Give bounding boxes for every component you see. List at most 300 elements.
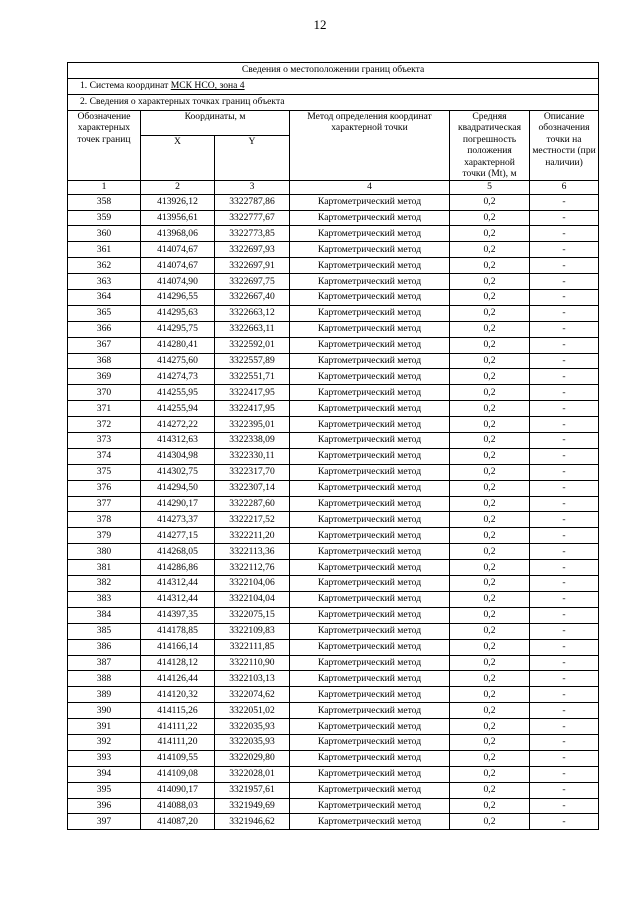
point-number: 383: [68, 591, 141, 607]
coordinate-x: 414115,26: [141, 703, 215, 719]
mean-error-cell: 0,2: [450, 687, 530, 703]
mean-error-cell: 0,2: [450, 337, 530, 353]
point-number: 358: [68, 194, 141, 210]
mean-error-cell: 0,2: [450, 274, 530, 290]
description-cell: -: [530, 242, 599, 258]
mean-error-cell: 0,2: [450, 385, 530, 401]
table-row: [68, 607, 599, 623]
coordinate-y: 3322051,02: [215, 703, 290, 719]
description-cell: -: [530, 639, 599, 655]
mean-error-cell: 0,2: [450, 655, 530, 671]
mean-error-cell: 0,2: [450, 496, 530, 512]
point-number: 395: [68, 782, 141, 798]
mean-error-cell: 0,2: [450, 210, 530, 226]
description-cell: -: [530, 274, 599, 290]
description-cell: -: [530, 623, 599, 639]
point-number: 361: [68, 242, 141, 258]
point-number: 370: [68, 385, 141, 401]
coordinate-x: 414295,63: [141, 305, 215, 321]
mean-error-cell: 0,2: [450, 639, 530, 655]
coordinate-y: 3322697,93: [215, 242, 290, 258]
coordinate-x: 414109,08: [141, 766, 215, 782]
coordinate-y: 3322777,67: [215, 210, 290, 226]
coordinate-x: 414275,60: [141, 353, 215, 369]
header-method: Метод определения координат характерной точки: [290, 110, 450, 180]
coordinate-y: 3322697,91: [215, 258, 290, 274]
coordinate-x: 414126,44: [141, 671, 215, 687]
description-cell: -: [530, 687, 599, 703]
coordinate-y: 3322307,14: [215, 480, 290, 496]
method-cell: Картометрический метод: [290, 448, 450, 464]
description-cell: -: [530, 496, 599, 512]
method-cell: Картометрический метод: [290, 750, 450, 766]
coordinate-x: 414255,94: [141, 401, 215, 417]
description-cell: -: [530, 480, 599, 496]
coordinate-y: 3322217,52: [215, 512, 290, 528]
description-cell: -: [530, 258, 599, 274]
table-row: [68, 258, 599, 274]
coordinate-x: 414280,41: [141, 337, 215, 353]
point-number: 362: [68, 258, 141, 274]
coordinate-x: 414178,85: [141, 623, 215, 639]
table-row: [68, 369, 599, 385]
mean-error-cell: 0,2: [450, 353, 530, 369]
description-cell: -: [530, 337, 599, 353]
point-number: 393: [68, 750, 141, 766]
description-cell: -: [530, 353, 599, 369]
point-number: 364: [68, 290, 141, 306]
table-row: [68, 210, 599, 226]
point-number: 388: [68, 671, 141, 687]
description-cell: -: [530, 385, 599, 401]
point-number: 385: [68, 623, 141, 639]
column-number: 6: [530, 180, 599, 194]
method-cell: Картометрический метод: [290, 734, 450, 750]
table-row: [68, 655, 599, 671]
point-number: 378: [68, 512, 141, 528]
method-cell: Картометрический метод: [290, 305, 450, 321]
method-cell: Картометрический метод: [290, 719, 450, 735]
coordinate-y: 3322035,93: [215, 719, 290, 735]
points-section-title: 2. Сведения о характерных точках границ объекта: [68, 94, 599, 110]
table-row: [68, 719, 599, 735]
mean-error-cell: 0,2: [450, 305, 530, 321]
point-number: 375: [68, 464, 141, 480]
description-cell: -: [530, 305, 599, 321]
coordinate-y: 3322551,71: [215, 369, 290, 385]
coordinate-x: 414090,17: [141, 782, 215, 798]
mean-error-cell: 0,2: [450, 607, 530, 623]
coordinate-x: 414074,67: [141, 258, 215, 274]
method-cell: Картометрический метод: [290, 798, 450, 814]
table-title: Сведения о местоположении границ объекта: [68, 63, 599, 79]
coordinate-x: 414272,22: [141, 417, 215, 433]
point-number: 389: [68, 687, 141, 703]
point-number: 391: [68, 719, 141, 735]
coordinate-y: 3322773,85: [215, 226, 290, 242]
table-row: [68, 433, 599, 449]
method-cell: Картометрический метод: [290, 591, 450, 607]
method-cell: Картометрический метод: [290, 433, 450, 449]
method-cell: Картометрический метод: [290, 369, 450, 385]
mean-error-cell: 0,2: [450, 448, 530, 464]
table-row: [68, 194, 599, 210]
coordinate-system-label: 1. Система координат: [80, 80, 169, 92]
table-row: [68, 385, 599, 401]
description-cell: -: [530, 703, 599, 719]
header-description: Описание обозначения точки на местности (при наличии): [530, 110, 599, 180]
mean-error-cell: 0,2: [450, 750, 530, 766]
coordinate-x: 414304,98: [141, 448, 215, 464]
mean-error-cell: 0,2: [450, 734, 530, 750]
table-row: [68, 448, 599, 464]
table-row: [68, 512, 599, 528]
coordinate-y: 3322592,01: [215, 337, 290, 353]
description-cell: -: [530, 528, 599, 544]
description-cell: -: [530, 734, 599, 750]
mean-error-cell: 0,2: [450, 560, 530, 576]
method-cell: Картометрический метод: [290, 814, 450, 830]
table-row: [68, 703, 599, 719]
description-cell: -: [530, 417, 599, 433]
point-number: 377: [68, 496, 141, 512]
coordinate-x: 414312,63: [141, 433, 215, 449]
point-number: 384: [68, 607, 141, 623]
mean-error-cell: 0,2: [450, 703, 530, 719]
mean-error-cell: 0,2: [450, 814, 530, 830]
method-cell: Картометрический метод: [290, 242, 450, 258]
coordinate-x: 414128,12: [141, 655, 215, 671]
mean-error-cell: 0,2: [450, 480, 530, 496]
method-cell: Картометрический метод: [290, 258, 450, 274]
coordinate-y: 3321946,62: [215, 814, 290, 830]
coordinate-y: 3322028,01: [215, 766, 290, 782]
method-cell: Картометрический метод: [290, 655, 450, 671]
point-number: 397: [68, 814, 141, 830]
method-cell: Картометрический метод: [290, 496, 450, 512]
coordinate-x: 414120,32: [141, 687, 215, 703]
mean-error-cell: 0,2: [450, 623, 530, 639]
mean-error-cell: 0,2: [450, 576, 530, 592]
coordinate-x: 414312,44: [141, 591, 215, 607]
point-number: 360: [68, 226, 141, 242]
coordinate-x: 414273,37: [141, 512, 215, 528]
mean-error-cell: 0,2: [450, 544, 530, 560]
method-cell: Картометрический метод: [290, 671, 450, 687]
description-cell: -: [530, 576, 599, 592]
description-cell: -: [530, 798, 599, 814]
point-number: 379: [68, 528, 141, 544]
boundary-points-table: [67, 62, 599, 830]
point-number: 363: [68, 274, 141, 290]
table-row: [68, 274, 599, 290]
table-row: [68, 687, 599, 703]
column-number: 3: [215, 180, 290, 194]
coordinate-y: 3322110,90: [215, 655, 290, 671]
description-cell: -: [530, 290, 599, 306]
point-number: 380: [68, 544, 141, 560]
coordinate-x: 414295,75: [141, 321, 215, 337]
coordinate-y: 3322075,15: [215, 607, 290, 623]
table-row: [68, 671, 599, 687]
table-row: [68, 480, 599, 496]
description-cell: -: [530, 607, 599, 623]
table-row: [68, 576, 599, 592]
coordinate-x: 414268,05: [141, 544, 215, 560]
header-x: X: [141, 135, 215, 180]
coordinate-x: 414312,44: [141, 576, 215, 592]
mean-error-cell: 0,2: [450, 766, 530, 782]
method-cell: Картометрический метод: [290, 194, 450, 210]
coordinate-y: 3321957,61: [215, 782, 290, 798]
column-number: 4: [290, 180, 450, 194]
coordinate-y: 3322112,76: [215, 560, 290, 576]
coordinate-x: 414290,17: [141, 496, 215, 512]
coordinate-x: 414166,14: [141, 639, 215, 655]
description-cell: -: [530, 433, 599, 449]
point-number: 396: [68, 798, 141, 814]
coordinate-y: 3322417,95: [215, 385, 290, 401]
mean-error-cell: 0,2: [450, 369, 530, 385]
table-row: [68, 401, 599, 417]
mean-error-cell: 0,2: [450, 226, 530, 242]
method-cell: Картометрический метод: [290, 544, 450, 560]
description-cell: -: [530, 321, 599, 337]
mean-error-cell: 0,2: [450, 417, 530, 433]
mean-error-cell: 0,2: [450, 290, 530, 306]
method-cell: Картометрический метод: [290, 274, 450, 290]
description-cell: -: [530, 226, 599, 242]
table-row: [68, 798, 599, 814]
coordinate-y: 3322029,80: [215, 750, 290, 766]
table-row: [68, 353, 599, 369]
method-cell: Картометрический метод: [290, 226, 450, 242]
table-row: [68, 242, 599, 258]
point-number: 365: [68, 305, 141, 321]
method-cell: Картометрический метод: [290, 321, 450, 337]
coordinate-y: 3322557,89: [215, 353, 290, 369]
method-cell: Картометрический метод: [290, 703, 450, 719]
coordinate-y: 3322663,12: [215, 305, 290, 321]
table-row: [68, 464, 599, 480]
mean-error-cell: 0,2: [450, 719, 530, 735]
coordinate-x: 414277,15: [141, 528, 215, 544]
coordinate-y: 3322113,36: [215, 544, 290, 560]
mean-error-cell: 0,2: [450, 528, 530, 544]
method-cell: Картометрический метод: [290, 782, 450, 798]
coordinate-y: 3322395,01: [215, 417, 290, 433]
header-coordinates: Координаты, м: [141, 110, 290, 135]
description-cell: -: [530, 814, 599, 830]
coordinate-system-value: МСК НСО, зона 4: [170, 80, 245, 92]
table-row: [68, 528, 599, 544]
coordinate-y: 3322104,06: [215, 576, 290, 592]
point-number: 381: [68, 560, 141, 576]
point-number: 394: [68, 766, 141, 782]
description-cell: -: [530, 766, 599, 782]
mean-error-cell: 0,2: [450, 591, 530, 607]
table-row: [68, 766, 599, 782]
method-cell: Картометрический метод: [290, 623, 450, 639]
table-row: [68, 321, 599, 337]
coordinate-y: 3322667,40: [215, 290, 290, 306]
point-number: 367: [68, 337, 141, 353]
coordinate-x: 414111,20: [141, 734, 215, 750]
coordinate-y: 3322697,75: [215, 274, 290, 290]
method-cell: Картометрический метод: [290, 512, 450, 528]
coordinate-y: 3322103,13: [215, 671, 290, 687]
coordinate-x: 413956,61: [141, 210, 215, 226]
coordinate-x: 413968,06: [141, 226, 215, 242]
point-number: 376: [68, 480, 141, 496]
point-number: 359: [68, 210, 141, 226]
coordinate-y: 3322074,62: [215, 687, 290, 703]
mean-error-cell: 0,2: [450, 671, 530, 687]
method-cell: Картометрический метод: [290, 766, 450, 782]
coordinate-x: 414111,22: [141, 719, 215, 735]
description-cell: -: [530, 655, 599, 671]
coordinate-system-row: [68, 78, 599, 94]
mean-error-cell: 0,2: [450, 433, 530, 449]
method-cell: Картометрический метод: [290, 385, 450, 401]
method-cell: Картометрический метод: [290, 337, 450, 353]
coordinate-y: 3322663,11: [215, 321, 290, 337]
header-mean-error: Средняя квадратическая погрешность положения характерной точки (Mt), м: [450, 110, 530, 180]
coordinate-x: 414274,73: [141, 369, 215, 385]
mean-error-cell: 0,2: [450, 242, 530, 258]
method-cell: Картометрический метод: [290, 639, 450, 655]
coordinate-y: 3322338,09: [215, 433, 290, 449]
table-row: [68, 734, 599, 750]
description-cell: -: [530, 591, 599, 607]
point-number: 373: [68, 433, 141, 449]
point-number: 387: [68, 655, 141, 671]
point-number: 366: [68, 321, 141, 337]
coordinate-x: 414109,55: [141, 750, 215, 766]
coordinate-y: 3322104,04: [215, 591, 290, 607]
coordinate-x: 414286,86: [141, 560, 215, 576]
table-row: [68, 560, 599, 576]
description-cell: -: [530, 544, 599, 560]
coordinate-x: 414087,20: [141, 814, 215, 830]
coordinate-x: 414255,95: [141, 385, 215, 401]
column-numbers-row: [68, 180, 599, 194]
table-row: [68, 591, 599, 607]
method-cell: Картометрический метод: [290, 353, 450, 369]
method-cell: Картометрический метод: [290, 401, 450, 417]
point-number: 392: [68, 734, 141, 750]
point-number: 382: [68, 576, 141, 592]
point-number: 368: [68, 353, 141, 369]
coordinate-x: 414074,67: [141, 242, 215, 258]
table-row: [68, 623, 599, 639]
point-number: 372: [68, 417, 141, 433]
method-cell: Картометрический метод: [290, 464, 450, 480]
method-cell: Картометрический метод: [290, 528, 450, 544]
mean-error-cell: 0,2: [450, 194, 530, 210]
method-cell: Картометрический метод: [290, 687, 450, 703]
table-row: [68, 496, 599, 512]
description-cell: -: [530, 560, 599, 576]
table-row: [68, 417, 599, 433]
mean-error-cell: 0,2: [450, 782, 530, 798]
coordinate-x: 414302,75: [141, 464, 215, 480]
coordinate-y: 3322211,20: [215, 528, 290, 544]
coordinate-y: 3321949,69: [215, 798, 290, 814]
mean-error-cell: 0,2: [450, 401, 530, 417]
description-cell: -: [530, 512, 599, 528]
coordinate-y: 3322317,70: [215, 464, 290, 480]
point-number: 386: [68, 639, 141, 655]
point-number: 374: [68, 448, 141, 464]
description-cell: -: [530, 782, 599, 798]
method-cell: Картометрический метод: [290, 417, 450, 433]
point-number: 369: [68, 369, 141, 385]
method-cell: Картометрический метод: [290, 290, 450, 306]
coordinate-x: 414296,55: [141, 290, 215, 306]
coordinate-x: 414074,90: [141, 274, 215, 290]
table-row: [68, 337, 599, 353]
point-number: 371: [68, 401, 141, 417]
description-cell: -: [530, 750, 599, 766]
description-cell: -: [530, 448, 599, 464]
header-y: Y: [215, 135, 290, 180]
point-number: 390: [68, 703, 141, 719]
mean-error-cell: 0,2: [450, 512, 530, 528]
description-cell: -: [530, 401, 599, 417]
table-row: [68, 544, 599, 560]
method-cell: Картометрический метод: [290, 480, 450, 496]
coordinate-y: 3322787,86: [215, 194, 290, 210]
page-number: 12: [313, 17, 327, 32]
coordinate-x: 414088,03: [141, 798, 215, 814]
header-point-designation: Обозначение характерных точек границ: [68, 110, 141, 180]
coordinate-x: 414397,35: [141, 607, 215, 623]
description-cell: -: [530, 210, 599, 226]
mean-error-cell: 0,2: [450, 798, 530, 814]
table-row: [68, 226, 599, 242]
coordinate-y: 3322417,95: [215, 401, 290, 417]
description-cell: -: [530, 719, 599, 735]
table-row: [68, 814, 599, 830]
method-cell: Картометрический метод: [290, 607, 450, 623]
mean-error-cell: 0,2: [450, 464, 530, 480]
method-cell: Картометрический метод: [290, 560, 450, 576]
description-cell: -: [530, 194, 599, 210]
column-number: 5: [450, 180, 530, 194]
mean-error-cell: 0,2: [450, 258, 530, 274]
table-row: [68, 782, 599, 798]
method-cell: Картометрический метод: [290, 576, 450, 592]
table-row: [68, 290, 599, 306]
mean-error-cell: 0,2: [450, 321, 530, 337]
coordinate-y: 3322035,93: [215, 734, 290, 750]
description-cell: -: [530, 464, 599, 480]
description-cell: -: [530, 671, 599, 687]
table-row: [68, 639, 599, 655]
description-cell: -: [530, 369, 599, 385]
column-number: 1: [68, 180, 141, 194]
coordinate-y: 3322111,85: [215, 639, 290, 655]
coordinate-x: 413926,12: [141, 194, 215, 210]
coordinate-y: 3322287,60: [215, 496, 290, 512]
column-number: 2: [141, 180, 215, 194]
coordinate-y: 3322109,83: [215, 623, 290, 639]
method-cell: Картометрический метод: [290, 210, 450, 226]
coordinate-y: 3322330,11: [215, 448, 290, 464]
coordinate-x: 414294,50: [141, 480, 215, 496]
table-row: [68, 750, 599, 766]
